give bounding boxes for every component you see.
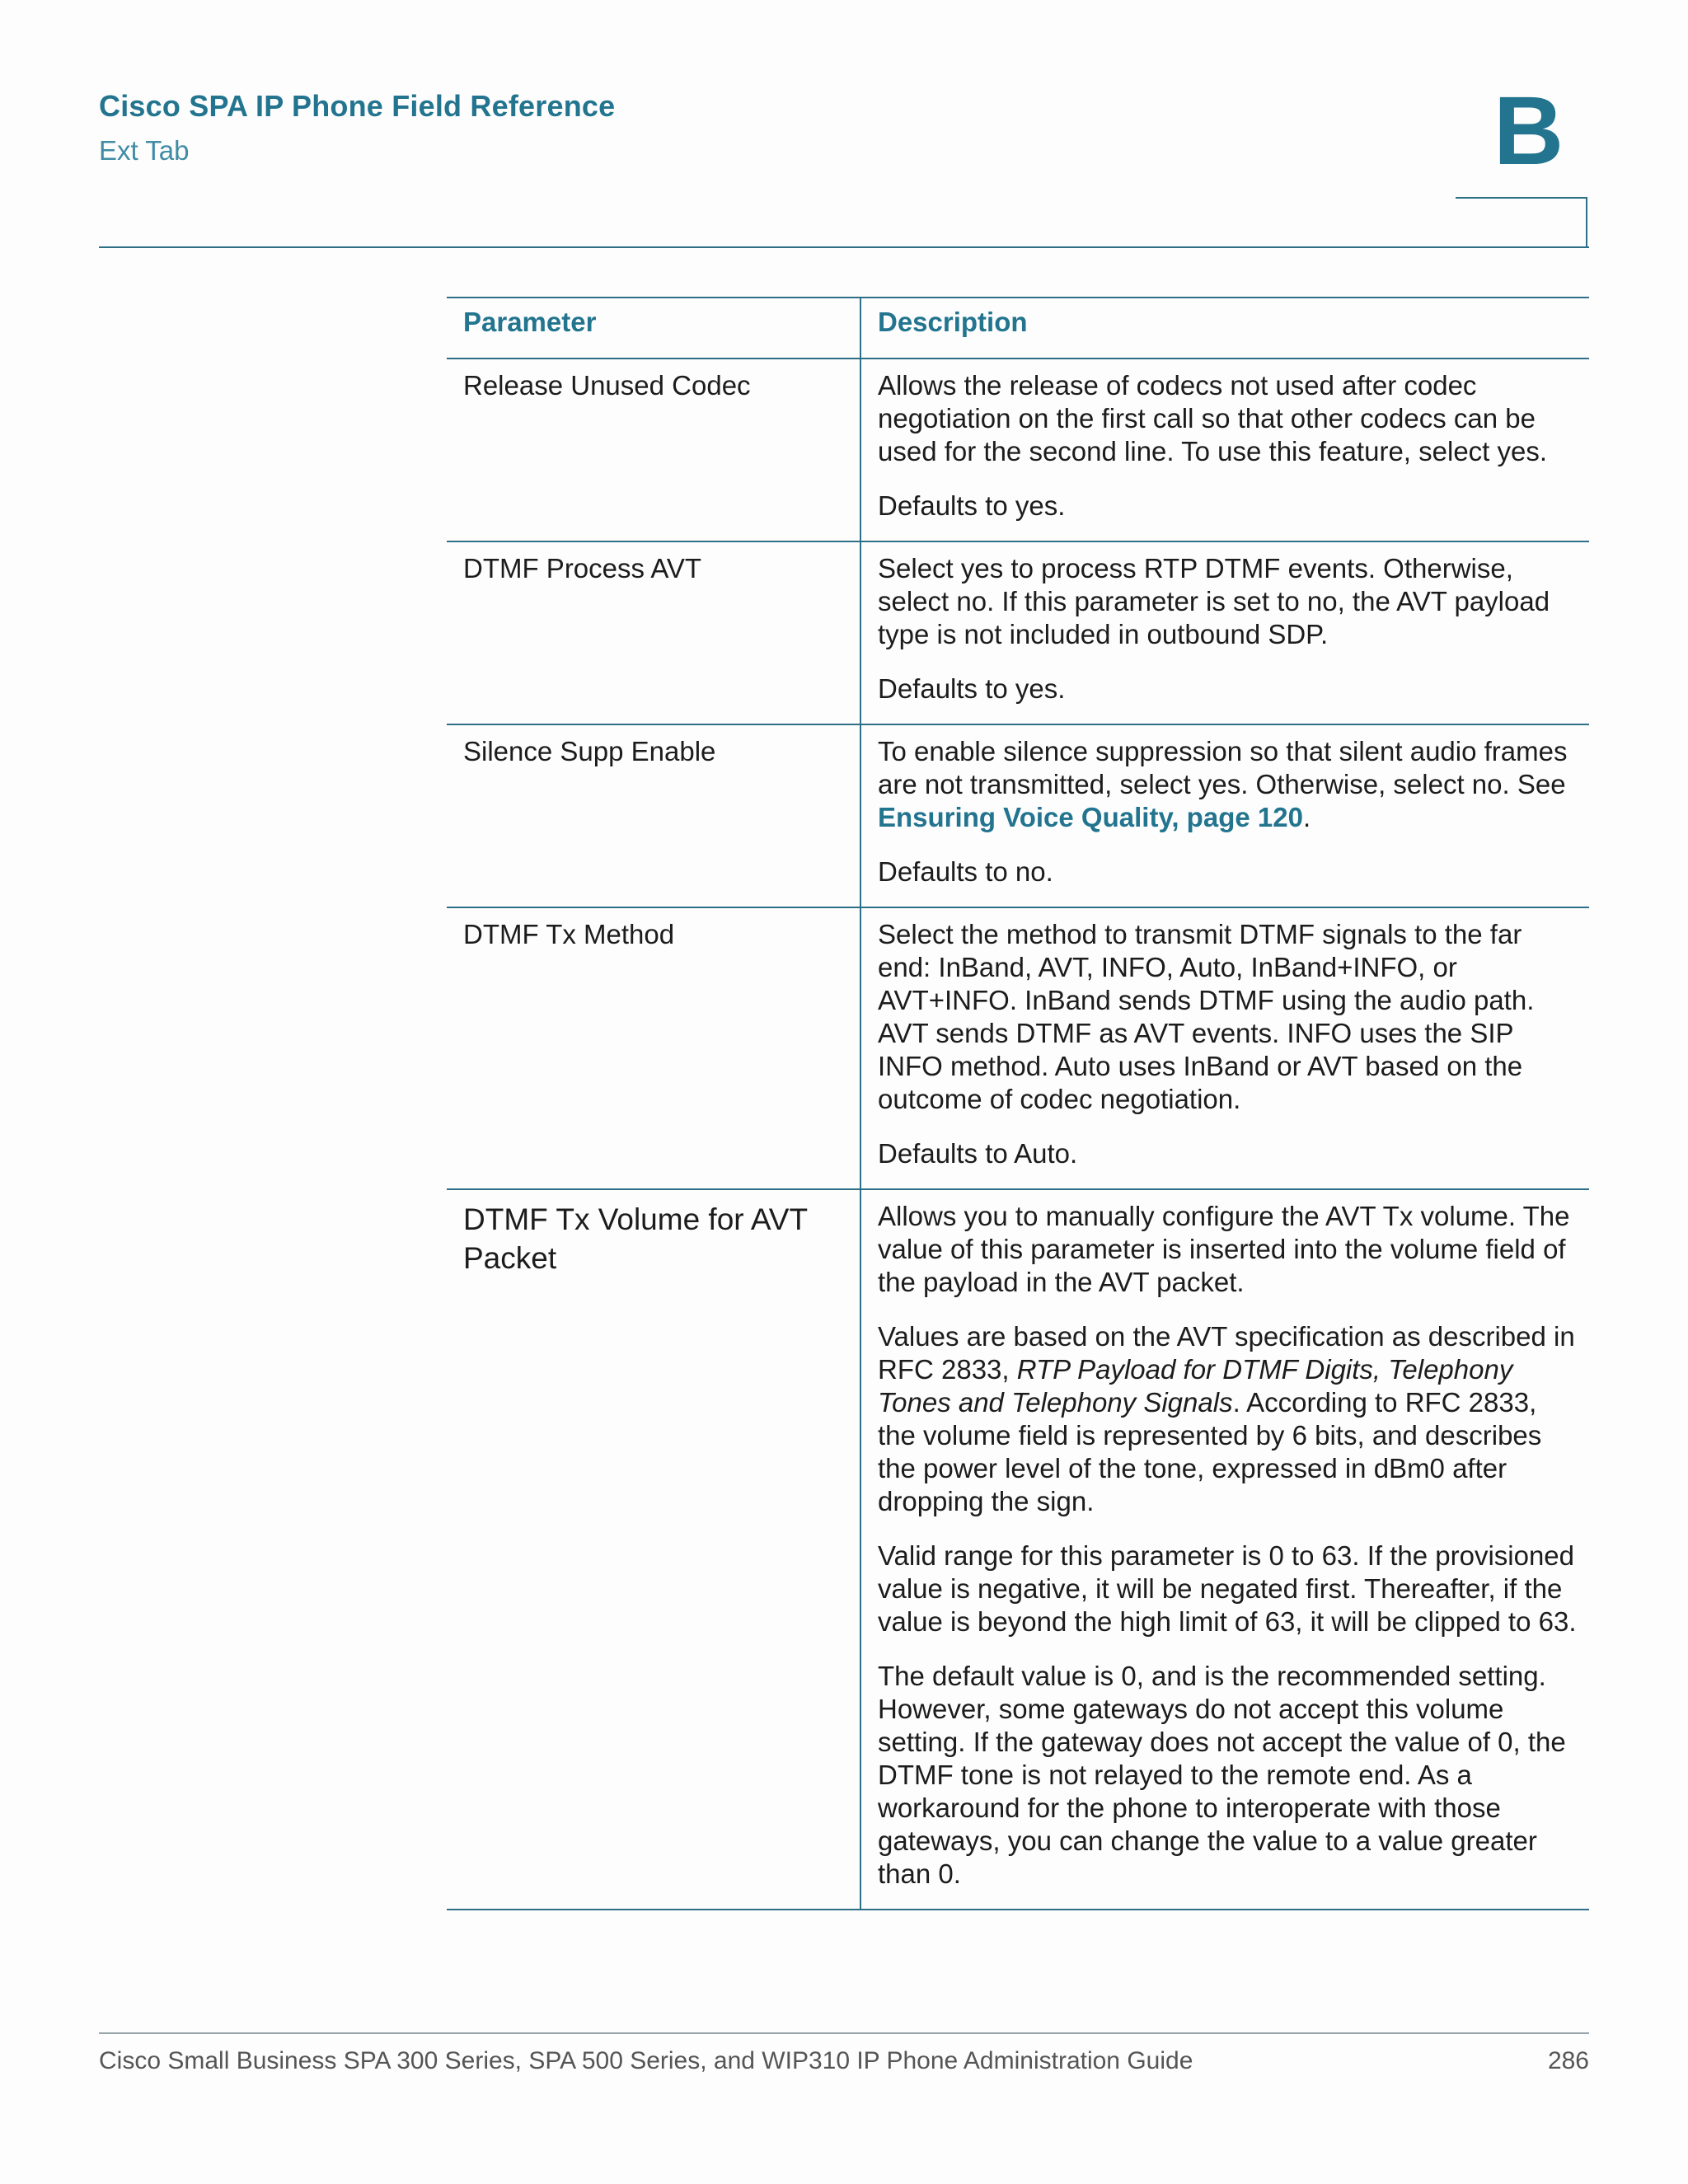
column-header-parameter: Parameter	[447, 298, 860, 359]
description-paragraph: The default value is 0, and is the recommended setting. However, some gateways do not accept this volume setting. If the gateway does not accept the value of 0, the DTMF tone is not relayed to the remote end. As a workaround for the phone to interoperate with those gateways, you can change the value to a value greater than 0.	[878, 1661, 1566, 1889]
default-value-text: Defaults to yes.	[878, 490, 1066, 521]
rfc-title-italic: RTP Payload for DTMF Digits, Telephony Tones and Telephony Signals	[878, 1354, 1513, 1418]
footer-guide-title: Cisco Small Business SPA 300 Series, SPA 500 Series, and WIP310 IP Phone Administration Guide	[99, 2047, 1193, 2074]
footer-divider	[99, 2032, 1589, 2034]
description-cell	[860, 1189, 1589, 1910]
default-value-text: Defaults to no.	[878, 856, 1053, 887]
page-number: 286	[1547, 2047, 1589, 2074]
parameter-cell: Silence Supp Enable	[447, 724, 860, 907]
description-cell	[860, 359, 1589, 541]
running-header-subtitle: Ext Tab	[99, 135, 190, 166]
default-value-text: Defaults to Auto.	[878, 1138, 1078, 1169]
description-cell	[860, 541, 1589, 724]
description-paragraph	[878, 735, 1581, 834]
running-header-title: Cisco SPA IP Phone Field Reference	[99, 89, 616, 123]
description-paragraph: Allows you to manually configure the AVT Tx volume. The value of this parameter is inserted into the volume field of the payload in the AVT packet.	[878, 1201, 1570, 1297]
column-header-description: Description	[860, 298, 1589, 359]
parameter-cell: Release Unused Codec	[447, 359, 860, 541]
table-row	[447, 724, 1589, 907]
table-row	[447, 907, 1589, 1189]
description-text: . According to RFC 2833, the volume field is represented by 6 bits, and describes the power level of the tone, expressed in dBm0 after dropping the sign.	[878, 1387, 1542, 1516]
default-value-text: Defaults to yes.	[878, 673, 1066, 704]
description-text: Values are based on the AVT specification as described in RFC 2833,	[878, 1321, 1575, 1385]
description-text: To enable silence suppression so that silent audio frames are not transmitted, select yes. Otherwise, select no. See	[878, 736, 1568, 799]
description-paragraph: Select the method to transmit DTMF signals to the far end: InBand, AVT, INFO, Auto, InBand+INFO, or AVT+INFO. InBand sends DTMF using the audio path. AVT sends DTMF as AVT events. INFO uses the SIP INFO method. Auto uses InBand or AVT based on the outcome of codec negotiation.	[878, 919, 1535, 1114]
description-cell	[860, 907, 1589, 1189]
chapter-letter: B	[1493, 77, 1564, 185]
description-paragraph: Valid range for this parameter is 0 to 63. If the provisioned value is negative, it will be negated first. Thereafter, if the value is beyond the high limit of 63, it will be clipped to 63.	[878, 1540, 1577, 1637]
description-text: .	[1302, 802, 1311, 832]
chapter-tab-box	[1456, 197, 1587, 246]
description-paragraph	[878, 1320, 1581, 1518]
header-divider	[99, 246, 1589, 248]
parameter-cell: DTMF Process AVT	[447, 541, 860, 724]
description-cell	[860, 724, 1589, 907]
table-row	[447, 541, 1589, 724]
description-paragraph: Select yes to process RTP DTMF events. Otherwise, select no. If this parameter is set to no, the AVT payload type is not included in outbound SDP.	[878, 553, 1550, 649]
table-header-row	[447, 298, 1589, 359]
parameter-cell: DTMF Tx Volume for AVT Packet	[447, 1189, 860, 1910]
cross-reference-link[interactable]: Ensuring Voice Quality, page 120	[878, 802, 1303, 832]
field-reference-table	[447, 297, 1589, 1910]
parameter-cell: DTMF Tx Method	[447, 907, 860, 1189]
table-row	[447, 1189, 1589, 1910]
description-paragraph: Allows the release of codecs not used after codec negotiation on the first call so that other codecs can be used for the second line. To use this feature, select yes.	[878, 370, 1548, 466]
table-row	[447, 359, 1589, 541]
